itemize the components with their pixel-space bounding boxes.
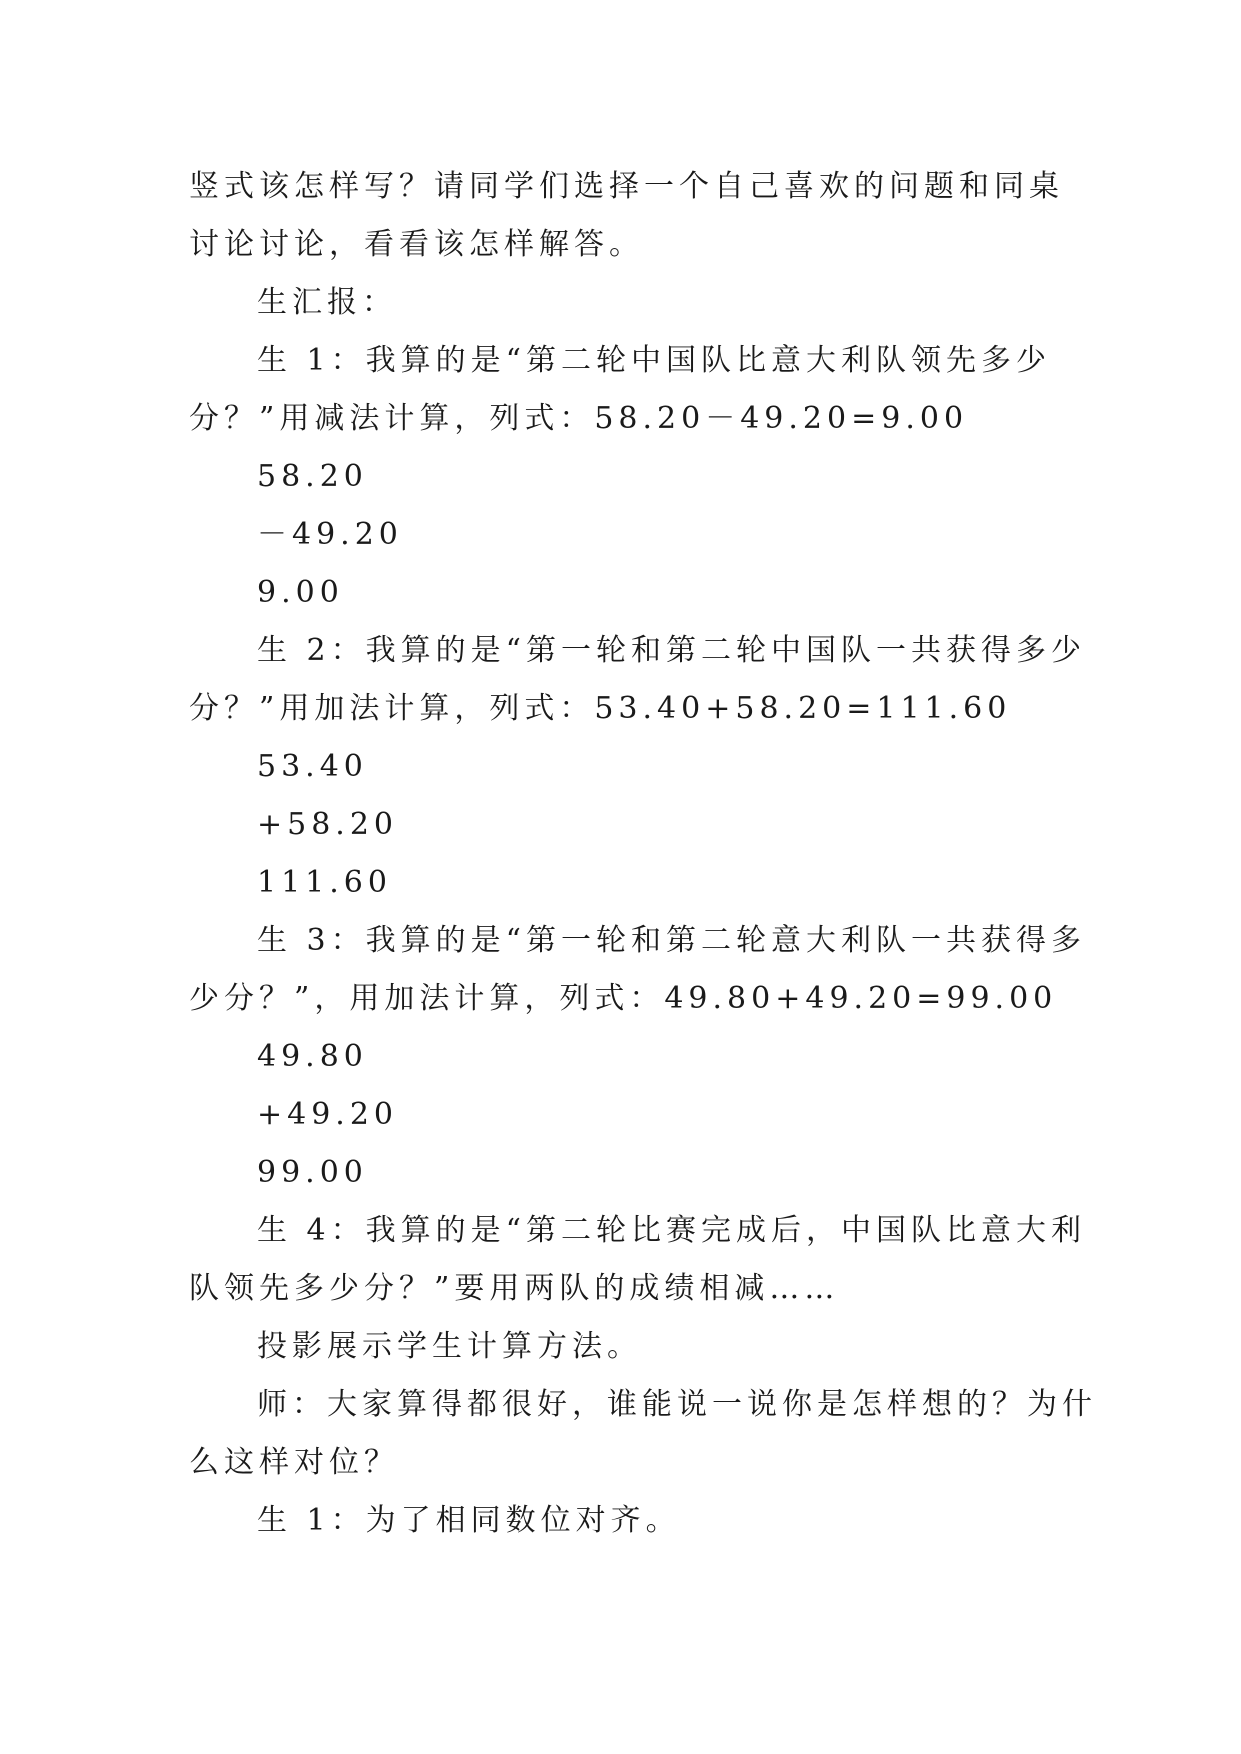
calculation-line-4: 53.40 — [257, 749, 368, 784]
paragraph-line-9: 少分？”，用加法计算，列式：49.80+49.20=99.00 — [189, 981, 1058, 1016]
calculation-line-2: －49.20 — [257, 517, 403, 552]
calculation-line-6: 111.60 — [257, 865, 392, 900]
calculation-line-3: 9.00 — [257, 575, 344, 610]
paragraph-line-15: 生 1：为了相同数位对齐。 — [257, 1503, 681, 1538]
paragraph-line-8: 生 3：我算的是“第一轮和第二轮意大利队一共获得多 — [257, 923, 1086, 958]
paragraph-line-11: 队领先多少分？”要用两队的成绩相减…… — [189, 1271, 840, 1306]
paragraph-line-14: 么这样对位？ — [189, 1445, 399, 1480]
calculation-line-1: 58.20 — [257, 459, 368, 494]
paragraph-line-10: 生 4：我算的是“第二轮比赛完成后，中国队比意大利 — [257, 1213, 1086, 1248]
paragraph-line-4: 生 1：我算的是“第二轮中国队比意大利队领先多少 — [257, 343, 1051, 378]
calculation-line-5: +58.20 — [257, 807, 399, 842]
paragraph-line-12: 投影展示学生计算方法。 — [257, 1329, 642, 1364]
calculation-line-9: 99.00 — [257, 1155, 368, 1190]
paragraph-line-3: 生汇报： — [257, 285, 397, 320]
paragraph-line-7: 分？”用加法计算，列式：53.40+58.20=111.60 — [189, 691, 1012, 726]
paragraph-line-1: 竖式该怎样写？请同学们选择一个自己喜欢的问题和同桌 — [189, 169, 1064, 204]
paragraph-line-5: 分？”用减法计算，列式：58.20－49.20=9.00 — [189, 401, 969, 436]
calculation-line-7: 49.80 — [257, 1039, 368, 1074]
paragraph-line-13: 师：大家算得都很好，谁能说一说你是怎样想的？为什 — [257, 1387, 1097, 1422]
paragraph-line-2: 讨论讨论，看看该怎样解答。 — [189, 227, 644, 262]
paragraph-line-6: 生 2：我算的是“第一轮和第二轮中国队一共获得多少 — [257, 633, 1086, 668]
calculation-line-8: +49.20 — [257, 1097, 399, 1132]
